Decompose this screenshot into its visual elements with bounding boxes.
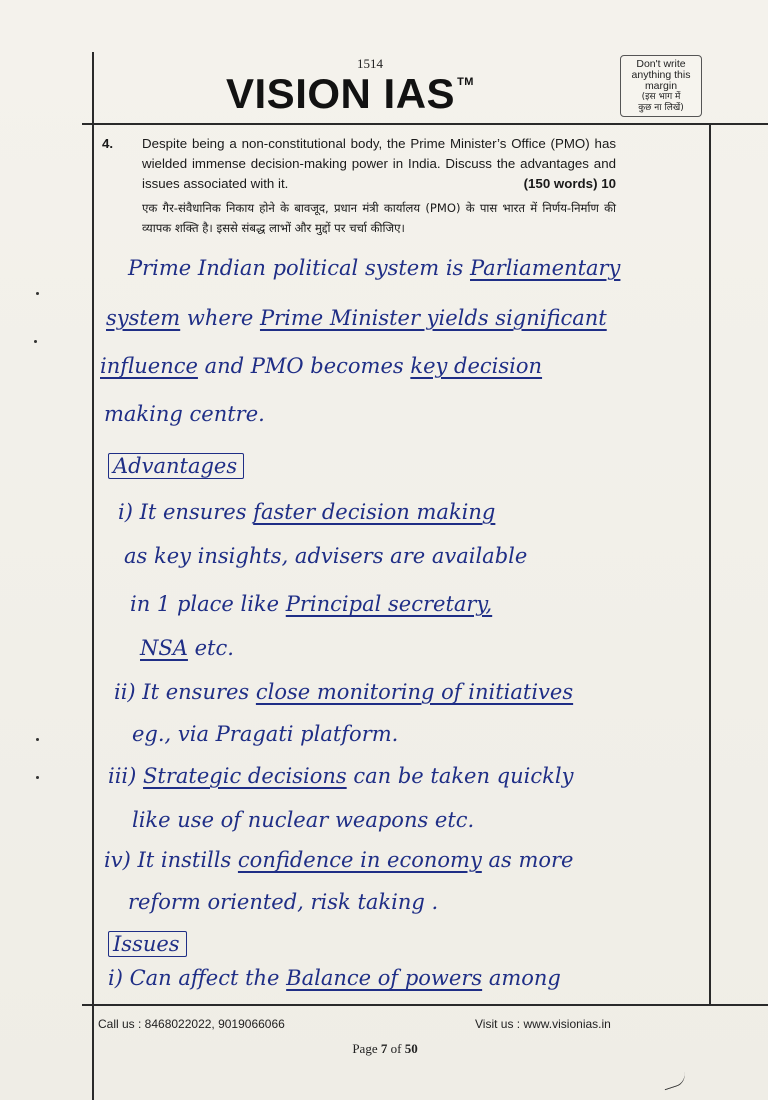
question-text-hindi: एक गैर-संवैधानिक निकाय होने के बावजूद, प्रधान मंत्री कार्यालय (PMO) के पास भारत में निर्णय-निर्माण की व्यापक शक्ति है। इससे संबद्ध लाभों और मुद्दों पर चर्चा कीजिए।: [142, 201, 616, 235]
right-margin-rule: [709, 125, 711, 1005]
margin-note-hindi2: कुछ ना लिखें): [638, 103, 684, 113]
answer-line-3: influence and PMO becomes key decision: [100, 354, 543, 378]
underlined-term: Balance of powers: [286, 966, 483, 990]
underlined-term: confidence in economy: [237, 848, 482, 872]
underlined-term: Strategic decisions: [143, 764, 347, 788]
footer-website: Visit us : www.visionias.in: [475, 1017, 611, 1031]
trademark-mark: TM: [457, 76, 474, 88]
answer-line-4: making centre.: [104, 402, 265, 426]
scan-speck: [36, 292, 39, 295]
left-margin-rule: [92, 52, 94, 1100]
issue-1-line-1: i) Can affect the Balance of powers among: [108, 966, 561, 990]
advantage-1-line-2: as key insights, advisers are available: [124, 544, 528, 568]
underlined-term: NSA: [140, 636, 188, 660]
underlined-term: Parliamentary: [470, 256, 621, 280]
advantage-2-line-1: ii) It ensures close monitoring of initiatives: [114, 680, 574, 704]
advantage-4-line-2: reform oriented, risk taking .: [128, 890, 439, 914]
page-number: Page 7 of 50: [352, 1041, 418, 1056]
underlined-term: faster decision making: [253, 500, 496, 524]
scan-speck: [36, 738, 39, 741]
footer-contact: Call us : 8468022022, 9019066066: [98, 1017, 285, 1031]
booklet-code: 1514: [357, 56, 383, 71]
scan-speck: [36, 776, 39, 779]
question-number: 4.: [102, 136, 114, 151]
advantage-4-line-1: iv) It instills confidence in economy as more: [104, 848, 574, 872]
advantage-1-line-1: i) It ensures faster decision making: [118, 500, 496, 524]
underlined-term: key decision: [410, 354, 543, 378]
question-text-english: [142, 134, 616, 194]
footer-rule: [82, 1004, 768, 1006]
underlined-term: close monitoring of initiatives: [255, 680, 574, 704]
advantage-2-line-2: eg., via Pragati platform.: [132, 722, 399, 746]
question-text: Despite being a non-constitutional body, the Prime Minister’s Office (PMO) has wielded immense decision-making power in India. Discuss the advantages and issues associated with it.: [142, 136, 616, 191]
advantage-3-line-2: like use of nuclear weapons etc.: [132, 808, 475, 832]
margin-note-hindi1: (इस भाग में: [641, 92, 681, 102]
answer-line-2: system where Prime Minister yields significant: [106, 306, 607, 330]
underlined-term: Principal secretary,: [285, 592, 493, 616]
margin-note-line3: margin: [644, 80, 678, 92]
logo-text: VISION IAS: [226, 70, 456, 117]
underlined-term: Prime Minister yields significant: [259, 306, 607, 330]
advantage-1-line-3: in 1 place like Principal secretary,: [130, 592, 493, 616]
vision-ias-logo: [226, 70, 474, 118]
scan-speck: [34, 340, 37, 343]
advantages-heading: Advantages: [108, 454, 244, 478]
margin-note-line2: anything this: [631, 69, 691, 81]
margin-warning-box: [620, 55, 702, 117]
question-marks: (150 words) 10: [523, 176, 616, 191]
advantage-1-line-4: NSA etc.: [140, 636, 234, 660]
advantage-3-line-1: iii) Strategic decisions can be taken quickly: [108, 764, 574, 788]
answer-line-1: Prime Indian political system is Parliamentary: [128, 256, 621, 280]
underlined-term: influence: [100, 354, 198, 378]
issues-heading: Issues: [108, 932, 187, 956]
underlined-term: system: [106, 306, 181, 330]
margin-note-line1: Don't write: [636, 58, 686, 70]
question-block: [104, 134, 616, 238]
header-rule: [82, 123, 768, 125]
